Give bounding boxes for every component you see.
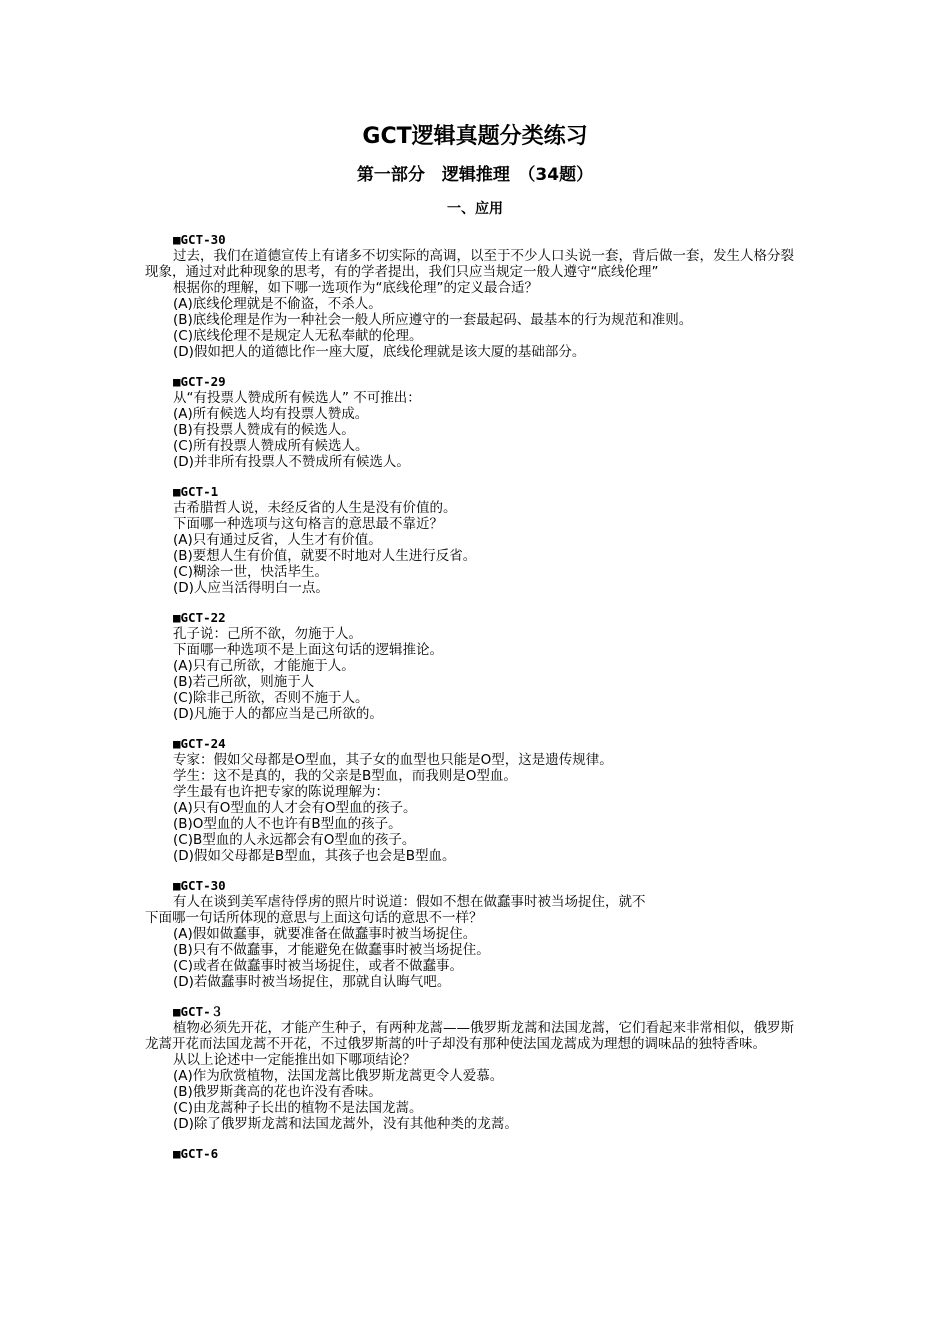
question-line: (A)只有O型血的人才会有O型血的孩子。 [173, 800, 417, 816]
question-id: ■GCT-30 [173, 232, 226, 247]
question-prompt: 下面哪一句话所体现的意思与上面这句话的意思不一样？ [145, 910, 483, 926]
question-line: 古希腊哲人说，未经反省的人生是没有价值的。 [173, 500, 457, 516]
question-line: 从“有投票人赞成所有候选人” 不可推出： [173, 390, 421, 406]
question-line: 孔子说：己所不欲，勿施于人。 [173, 626, 362, 642]
question-block [145, 878, 807, 990]
question-line: (B)底线伦理是作为一种社会一般人所应遵守的一套最起码、最基本的行为规范和准则。 [173, 312, 693, 328]
question-line: (D)若做蠢事时被当场捉住，那就自认晦气吧。 [173, 974, 451, 990]
question-line: (B)O型血的人不也许有B型血的孩子。 [173, 816, 402, 832]
question-line: (D)并非所有投票人不赞成所有候选人。 [173, 454, 410, 470]
question-line: (C)由龙蒿种子长出的植物不是法国龙蒿。 [173, 1100, 423, 1116]
question-id: ■GCT-6 [173, 1146, 219, 1161]
question-line: (B)若己所欲，则施于人 [173, 674, 315, 690]
question-line: (D)除了俄罗斯龙蒿和法国龙蒿外，没有其他种类的龙蒿。 [173, 1116, 518, 1132]
section-heading: 一、应用 [447, 201, 503, 217]
question-line: (A)底线伦理就是不偷盗，不杀人。 [173, 296, 382, 312]
question-line: (C)所有投票人赞成所有候选人。 [173, 438, 369, 454]
question-line: (A)假如做蠢事，就要准备在做蠢事时被当场捉住。 [173, 926, 477, 942]
question-block [145, 1004, 807, 1132]
question-block [145, 736, 807, 864]
question-block [145, 374, 807, 470]
question-line: (C)糊涂一世，快活毕生。 [173, 564, 328, 580]
question-id: ■GCT-３ [173, 1004, 224, 1019]
question-stem: 有人在谈到美军虐待俘虏的照片时说道：假如不想在做蠢事时被当场捉住，就不 [173, 894, 646, 910]
question-line: (D)人应当活得明白一点。 [173, 580, 329, 596]
question-line: 专家：假如父母都是O型血，其子女的血型也只能是O型，这是遗传规律。 [173, 752, 613, 768]
question-line: (B)有投票人赞成有的候选人。 [173, 422, 355, 438]
question-line: 学生最有也许把专家的陈说理解为： [173, 784, 389, 800]
question-line: 学生：这不是真的，我的父亲是B型血，而我则是O型血。 [173, 768, 517, 784]
question-stem: 过去，我们在道德宣传上有诸多不切实际的高调，以至于不少人口头说一套，背后做一套，发生人格分裂现象，通过对此种现象的思考，有的学者提出，我们只应当规定一般人遵守“底线伦理” [145, 248, 794, 280]
question-line: (B)俄罗斯龚高的花也许没有香味。 [173, 1084, 382, 1100]
question-line: (C)底线伦理不是规定人无私奉献的伦理。 [173, 328, 423, 344]
question-line: (C)B型血的人永远都会有O型血的孩子。 [173, 832, 416, 848]
question-line: 下面哪一种选项不是上面这句话的逻辑推论。 [173, 642, 443, 658]
question-line: (B)只有不做蠢事，才能避免在做蠢事时被当场捉住。 [173, 942, 490, 958]
question-line: (D)假如把人的道德比作一座大厦，底线伦理就是该大厦的基础部分。 [173, 344, 586, 360]
question-block [145, 484, 807, 596]
question-line: (A)只有己所欲，才能施于人。 [173, 658, 355, 674]
question-line: (C)除非己所欲，否则不施于人。 [173, 690, 369, 706]
page-title: GCT逻辑真题分类练习 [362, 124, 588, 149]
question-block [145, 232, 807, 360]
question-id: ■GCT-30 [173, 878, 226, 893]
question-id: ■GCT-22 [173, 610, 226, 625]
question-stem: 植物必须先开花，才能产生种子，有两种龙蒿——俄罗斯龙蒿和法国龙蒿，它们看起来非常相似，俄罗斯龙蒿开花而法国龙蒿不开花，不过俄罗斯蒿的叶子却没有那种使法国龙蒿成为理想的调味品的独特香味。 [145, 1020, 794, 1052]
question-line: (C)或者在做蠢事时被当场捉住，或者不做蠢事。 [173, 958, 463, 974]
question-line: (A)只有通过反省，人生才有价值。 [173, 532, 382, 548]
question-line: 下面哪一种选项与这句格言的意思最不靠近？ [173, 516, 443, 532]
question-line: (D)假如父母都是B型血，其孩子也会是B型血。 [173, 848, 456, 864]
question-block [145, 1146, 807, 1162]
question-id: ■GCT-1 [173, 484, 219, 499]
question-line: (A)所有候选人均有投票人赞成。 [173, 406, 369, 422]
question-id: ■GCT-24 [173, 736, 226, 751]
question-line: (A)作为欣赏植物，法国龙蒿比俄罗斯龙蒿更令人爱慕。 [173, 1068, 504, 1084]
question-line: 根据你的理解，如下哪一选项作为“底线伦理”的定义最合适？ [173, 280, 538, 296]
question-line: (D)凡施于人的都应当是己所欲的。 [173, 706, 383, 722]
part-heading: 第一部分 逻辑推理 （34题） [356, 165, 594, 185]
question-line: (B)要想人生有价值，就要不时地对人生进行反省。 [173, 548, 477, 564]
question-list [145, 232, 807, 1176]
question-line: 从以上论述中一定能推出如下哪项结论？ [173, 1052, 416, 1068]
question-id: ■GCT-29 [173, 374, 226, 389]
question-block [145, 610, 807, 722]
